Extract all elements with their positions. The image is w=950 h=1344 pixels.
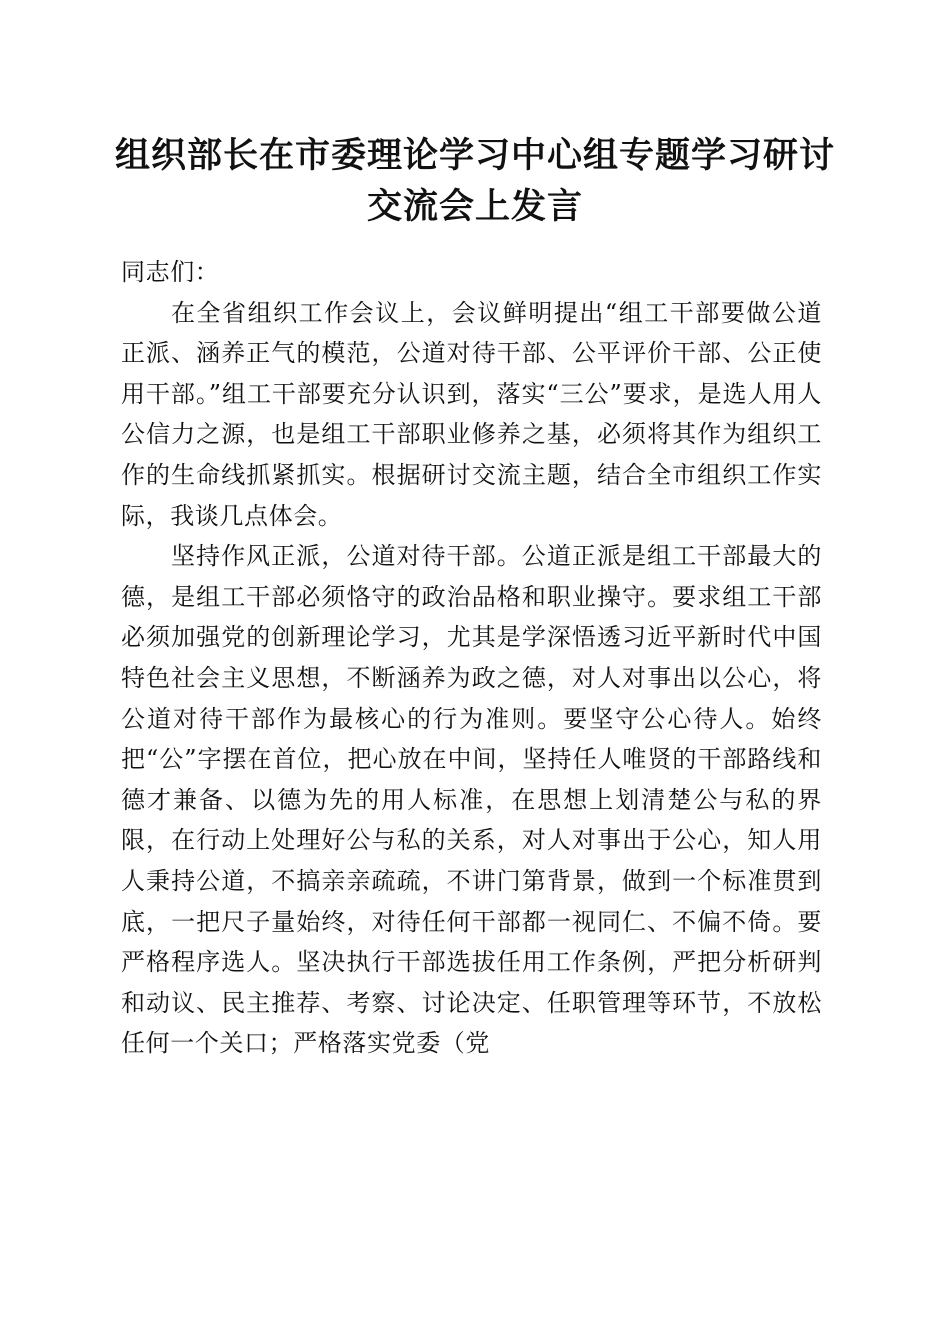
paragraph-intro: 在全省组织工作会议上，会议鲜明提出“组工干部要做公道正派、涵养正气的模范，公道对待干部、公平评价干部、公正使用干部。”组工干部要充分认识到，落实“三公”要求，是选人用人公信力之源，也是组工干部职业修养之基，必须将其作为组织工作的生命线抓紧抓实。根据研讨交流主题，结合全市组织工作实际，我谈几点体会。 [121, 298, 822, 530]
salutation: 同志们： [121, 258, 220, 286]
paragraph-impartial-treatment: 坚持作风正派，公道对待干部。公道正派是组工干部最大的德，是组工干部必须恪守的政治品格和职业操守。要求组工干部必须加强党的创新理论学习，尤其是学深悟透习近平新时代中国特色社会主义思想，不断涵养为政之德，对人对事出以公心，将公道对待干部作为最核心的行为准则。要坚守公心待人。始终把“公”字摆在首位，把心放在中间，坚持任人唯贤的干部路线和德才兼备、以德为先的用人标准，在思想上划清楚公与私的界限，在行动上处理好公与私的关系，对人对事出于公心，知人用人秉持公道，不搞亲亲疏疏，不讲门第背景，做到一个标准贯到底，一把尺子量始终，对待任何干部都一视同仁、不偏不倚。要严格程序选人。坚决执行干部选拔任用工作条例，严把分析研判和动议、民主推荐、考察、讨论决定、任职管理等环节，不放松任何一个关口；严格落实党委（党 [121, 542, 822, 1058]
document-body [121, 252, 822, 1064]
title-line-2: 交流会上发言 [366, 186, 583, 227]
title-line-1: 组织部长在市委理论学习中心组专题学习研讨 [114, 135, 835, 176]
document-title [100, 130, 850, 232]
